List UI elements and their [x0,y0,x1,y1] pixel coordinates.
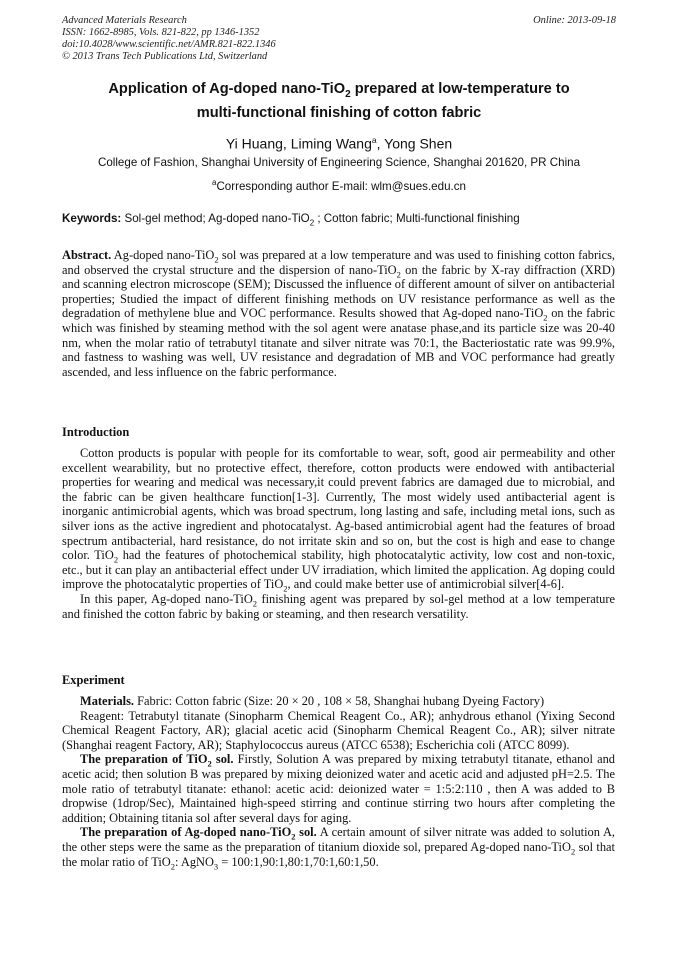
abstract-section [62,248,615,379]
corresponding-email [62,175,616,194]
intro-p1-sub-2: 2 [283,583,288,594]
keywords-text-2: ; Cotton fabric; Multi-functional finishing [314,212,520,225]
issn-line: ISSN: 1662-8985, Vols. 821-822, pp 1346-1352 [62,27,260,38]
abstract-text-2: sol was prepared at a low temperature and was used to finishing cotton fabrics, and observed the crystal structure and the dispersion of nano-TiO [62,248,615,277]
ag-prep-label [80,825,317,842]
intro-p1-text-c: , and could make better use of antimicrobial silver[4-6]. [287,577,565,592]
doi-line: doi:10.4028/www.scientific.net/AMR.821-822.1346 [62,39,276,50]
author-names-1: Yi Huang, Liming Wang [225,135,372,152]
tio2-prep-label-b: sol. [211,752,234,767]
materials-text: Fabric: Cotton fabric (Size: 20 × 20 , 108 × 58, Shanghai hubang Dyeing Factory) [134,694,545,708]
materials-label: Materials. [80,694,135,708]
experiment-heading: Experiment [62,673,125,687]
keywords-label: Keywords: [62,212,122,225]
abstract-label: Abstract. [62,248,112,262]
ag-prep-sub-1: 2 [570,846,576,857]
email-superscript: a [211,178,217,187]
title-subscript: 2 [345,88,351,100]
ag-prep-label-sub: 2 [291,831,296,842]
intro-p1-sub-1: 2 [113,554,119,565]
keywords-text-1: Sol-gel method; Ag-doped nano-TiO [121,212,310,225]
ag-prep-label-b: sol. [295,825,317,840]
tio2-prep-label-a: The preparation of TiO [80,752,208,767]
ag-prep-text-b: sol that the molar ratio of TiO [62,839,615,869]
ag-prep-sub-2: 2 [170,861,176,871]
author-superscript: a [371,135,377,145]
online-date: Online: 2013-09-18 [533,15,616,26]
journal-name: Advanced Materials Research [62,15,187,26]
materials-paragraph [62,694,615,709]
title-line-2: multi-functional finishing of cotton fabric [196,104,482,121]
intro-p2-text-a: In this paper, Ag-doped nano-TiO [80,591,253,606]
abstract-text-4: on the fabric which was finished by steaming method with the sol agent were anatase phase,and its particle size was 20-40 nm, when the molar ratio of tetrabutyl titanate and silver nitrate was 70:1, the Bacteriostatic rate was 99.9%, and fastness to washing was well, UV resistance and degradation of MB and VOC performance had greatly ascended, and less influence on the fabric performance. [62,306,615,379]
author-names-2: , Yong Shen [376,135,453,152]
tio2-prep-text: Firstly, Solution A was prepared by mixing tetrabutyl titanate, ethanol and acetic acid; then solution B was prepared by mixing deionized water and acetic acid and adjusted pH=2.5. The mole ratio of tetrabutyl titanate: ethanol: acetic acid: deionized water = 1:5:2:110 , then A was added to B dropwise (1drop/Sec), Maintained high-speed stirring and continue stirring two hours after completing the addition; Obtaining titania sol after several days for aging. [62,752,615,825]
title-part-2: prepared at low-temperature to [350,81,570,97]
ag-prep-text-c: : AgNO [175,854,214,869]
affiliation: College of Fashion, Shanghai University of Engineering Science, Shanghai 201620, PR China [97,156,581,169]
intro-paragraph-2 [62,592,615,621]
abstract-sub-2: 2 [396,269,401,280]
experiment-section [62,694,615,869]
intro-p1-text-a: Cotton products is popular with people for its comfortable to wear, soft, good air permeability and other excellent wearability, but no protective effect, therefore, cotton products were endowed with antibacterial properties for wearing and medical was necessary,it could prevent fabrics are damaged due to microbial, and the fabric can be given healthcare function[1-3]. Currently, The most widely used antibacterial agent is inorganic antimicrobial agents, which was broad spectrum, long lasting and safe, including metal ions, such as silver ions as the active ingredient and photocatalyst. Ag-based antimicrobial agent had the features of broad spectrum antibacterial, hard resistance, do not irritate skin and so on, but the cost is high and ease to change color. TiO [62,446,615,563]
author-list [62,131,616,153]
title-part-1: Application of Ag-doped nano-TiO [108,81,346,97]
reagent-paragraph: Reagent: Tetrabutyl titanate (Sinopharm Chemical Reagent Co., AR); anhydrous ethanol (Yixing Second Chemical Reagent Factory, AR); glacial acetic acid (Sinopharm Chemical Reagent Co., AR); silver nitrate (Shanghai reagent Factory, AR); Staphylococcus aureus (ATCC 6538); Escherichia coli (ATCC 8099). [62,708,615,752]
ag-prep-text-a: A certain amount of silver nitrate was added to solution A, the other steps were the same as the preparation of titanium dioxide sol, prepared Ag-doped nano-TiO [62,825,615,854]
paper-title [62,80,616,123]
abstract-paragraph [62,248,615,379]
abstract-text-3: on the fabric by X-ray diffraction (XRD) and scanning electron microscope (SEM); Discussed the influence of different amount of silver on antibacterial properties; Studied the impact of different finishing methods on UV resistance performance as well as the degradation of methylene blue and VOC performance. Results showed that Ag-doped nano-TiO [62,262,615,321]
keywords-subscript: 2 [309,218,315,228]
ag-prep-sub-3: 3 [213,861,219,871]
intro-p1-text-b: had the features of photochemical stability, high photocatalytic activity, low cost and non-toxic, etc., but it can play an antibacterial effect under UV irradiation, which limited the application. Ag doping could improve the photocatalytic properties of TiO [62,548,615,592]
journal-header [62,15,616,63]
email-text: Corresponding author E-mail: wlm@sues.edu.cn [216,179,466,193]
intro-p2-text-b: finishing agent was prepared by sol-gel method at a low temperature and finished the cotton fabric by baking or steaming, and then research versatility. [62,591,615,621]
introduction-heading: Introduction [62,425,130,439]
abstract-sub-1: 2 [214,254,219,265]
intro-p2-sub: 2 [252,598,258,609]
abstract-text-1: Ag-doped nano-TiO [111,248,215,262]
ag-prep-label-a: The preparation of Ag-doped nano-TiO [80,825,292,840]
keywords-line [62,211,622,230]
ag-prep-text-d: = 100:1,90:1,80:1,70:1,60:1,50. [218,854,379,869]
tio2-prep-label [80,752,234,769]
intro-paragraph-1 [62,446,615,592]
abstract-sub-3: 2 [543,312,548,323]
introduction-section [62,446,615,621]
copyright-line: © 2013 Trans Tech Publications Ltd, Switzerland [62,51,268,62]
ag-tio2-preparation-paragraph [62,825,615,869]
tio2-preparation-paragraph [62,752,615,825]
tio2-prep-label-sub: 2 [207,758,212,769]
